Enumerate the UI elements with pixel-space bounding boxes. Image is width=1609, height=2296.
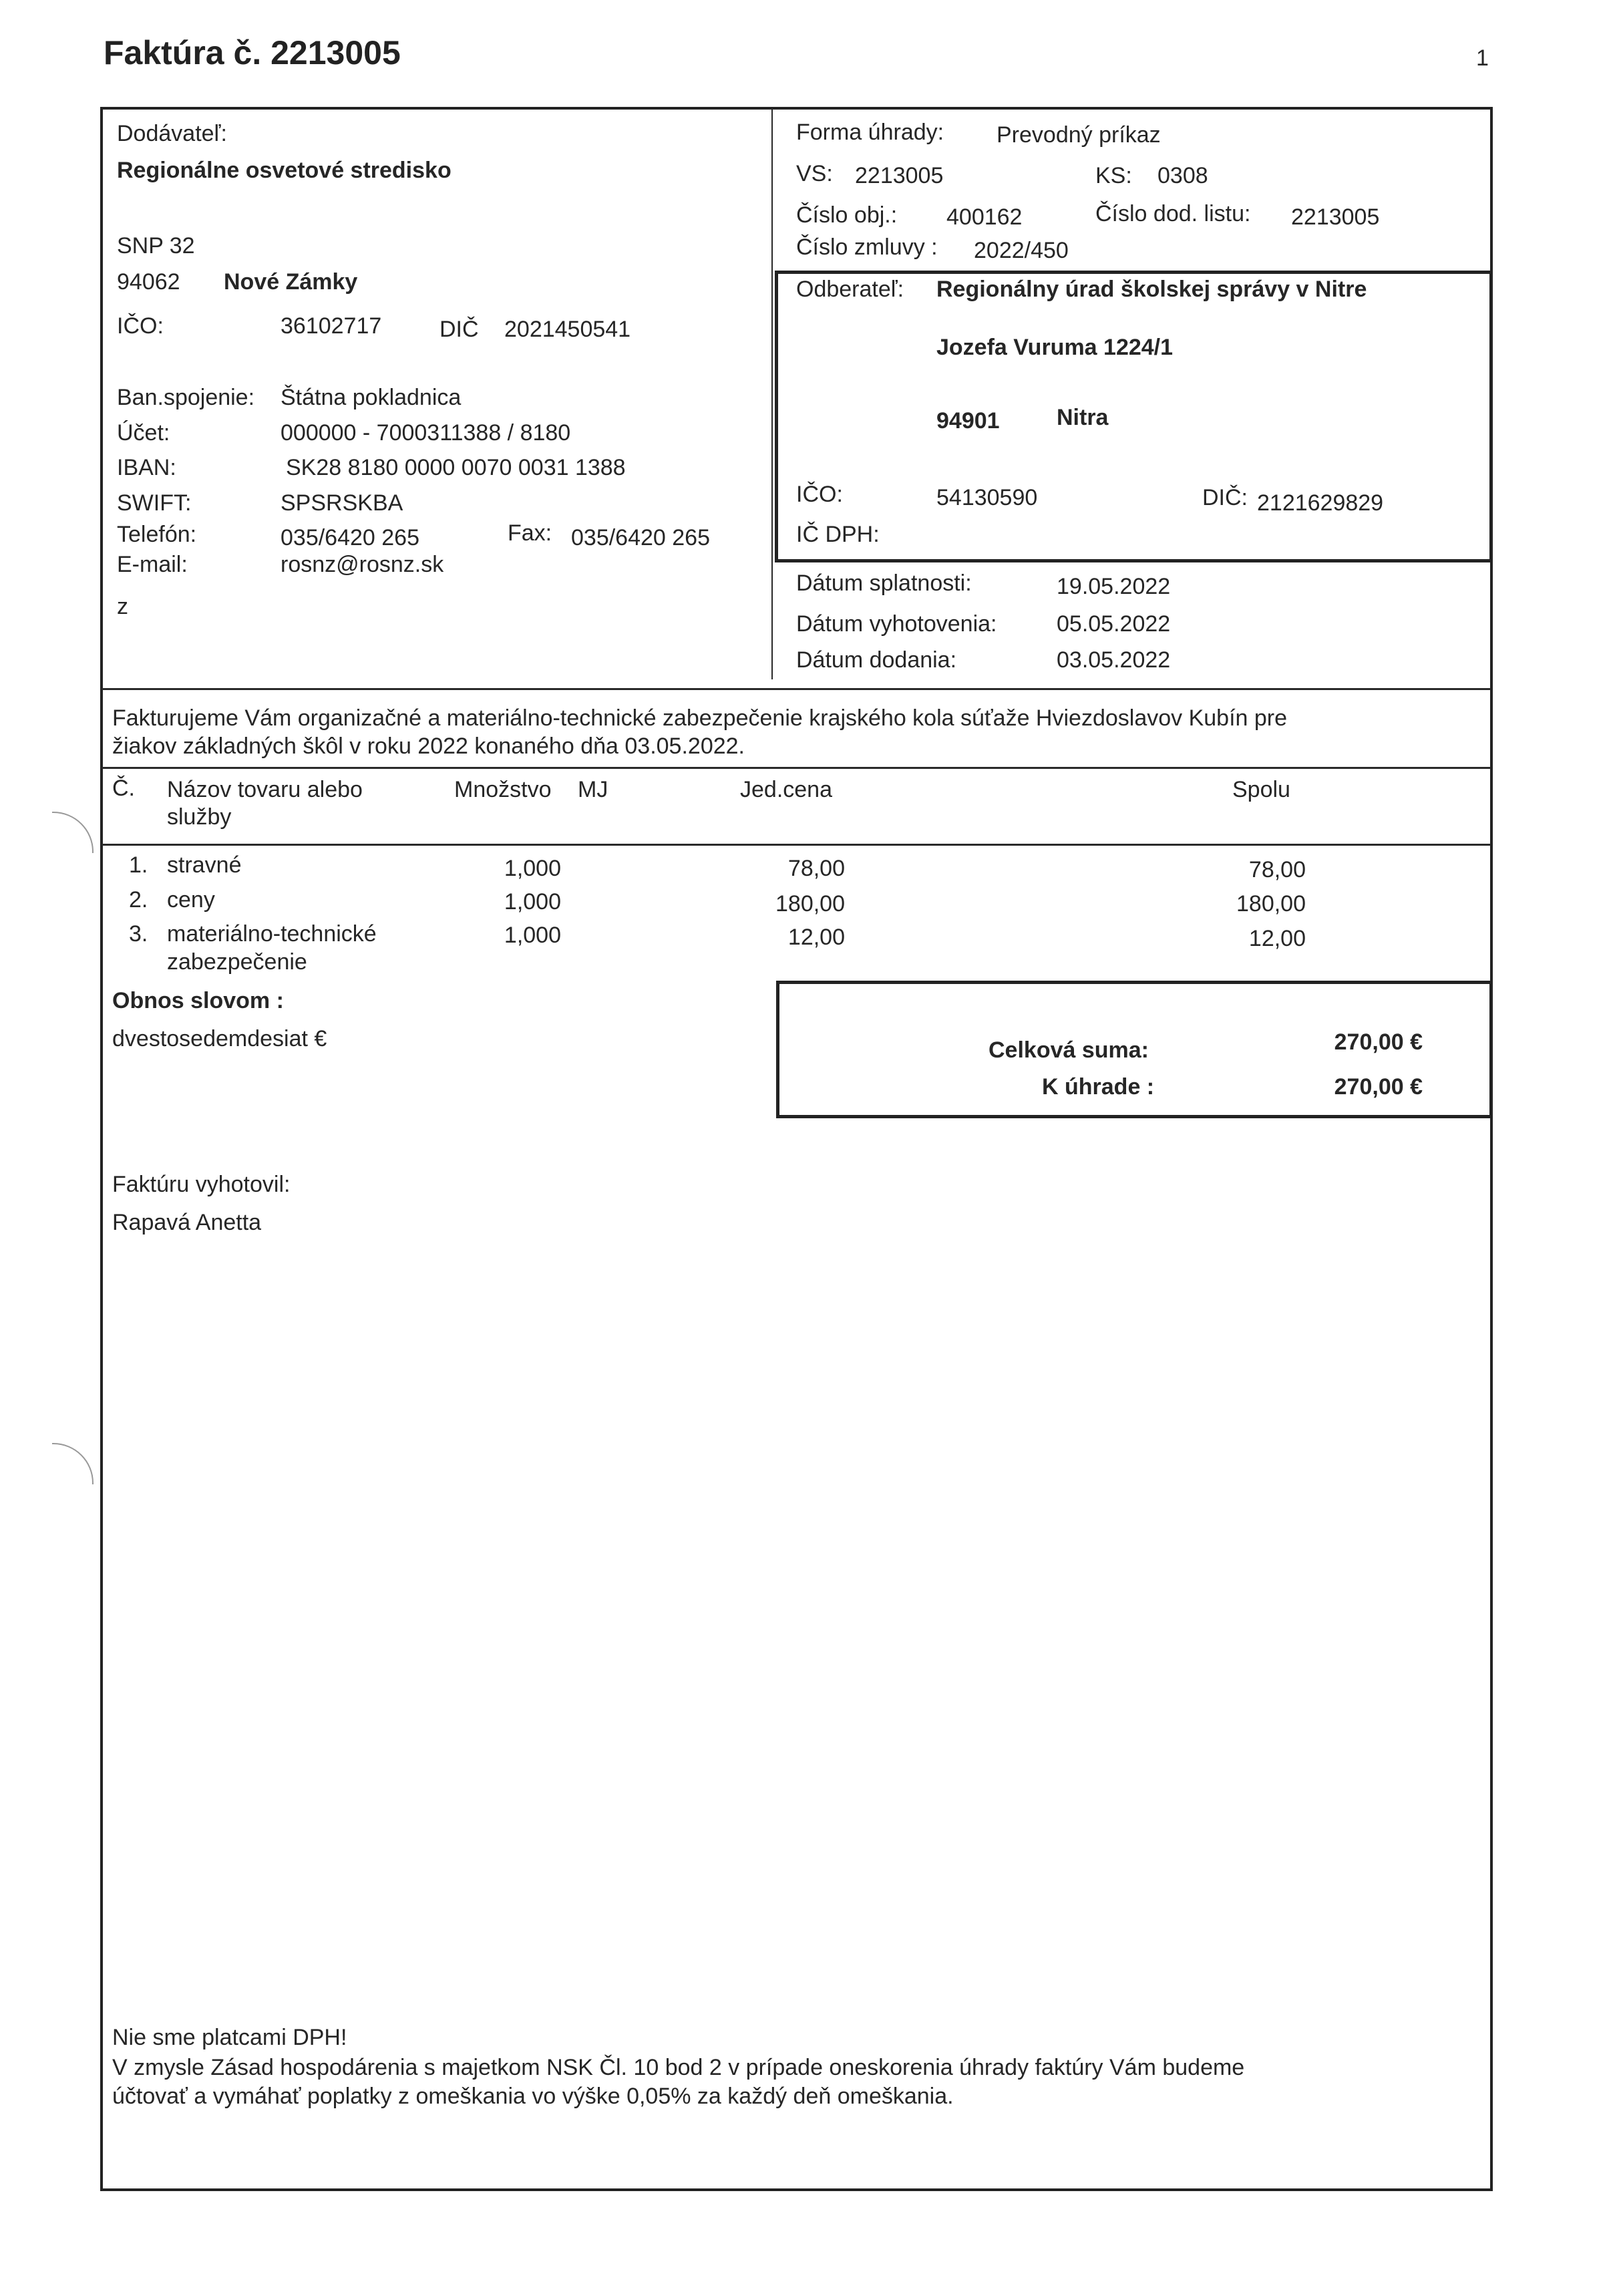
row-qty: 1,000: [504, 889, 561, 915]
col-header-qty: Množstvo: [454, 777, 552, 802]
row-total: 12,00: [1248, 926, 1306, 951]
customer-name: Regionálny úrad školskej správy v Nitre: [936, 277, 1367, 302]
col-header-no: Č.: [112, 776, 135, 801]
col-header-unit-price: Jed.cena: [740, 777, 832, 802]
fax-value: 035/6420 265: [571, 525, 710, 550]
phone-label: Telefón:: [117, 522, 197, 547]
row-total: 180,00: [1236, 891, 1306, 917]
bank-value: Štátna pokladnica: [281, 385, 462, 410]
issuer-name: Rapavá Anetta: [112, 1210, 262, 1235]
email-label: E-mail:: [117, 552, 188, 577]
swift-value: SPSRSKBA: [281, 490, 403, 516]
col-header-unit: MJ: [578, 777, 608, 802]
row-no: 3.: [129, 921, 148, 947]
delivery-date: 03.05.2022: [1057, 647, 1171, 673]
description-line1: Fakturujeme Vám organizačné a materiálno-technické zabezpečenie krajského kola súťaže Hviezdoslavov Kubín pre: [112, 705, 1288, 731]
contract-label: Číslo zmluvy :: [796, 234, 938, 260]
row-name: ceny: [167, 887, 215, 913]
customer-street: Jozefa Vuruma 1224/1: [936, 335, 1174, 360]
supplier-dic-label: DIČ: [439, 317, 479, 342]
row-no: 2.: [129, 887, 148, 913]
issued-date: 05.05.2022: [1057, 611, 1171, 637]
issuer-label: Faktúru vyhotovil:: [112, 1172, 291, 1197]
row-name: materiálno-technické: [167, 921, 377, 947]
customer-icdph-label: IČ DPH:: [796, 522, 880, 547]
delivery-note-label: Číslo dod. listu:: [1095, 201, 1251, 226]
punch-hole-mark: [52, 1443, 94, 1484]
order-value: 400162: [946, 204, 1023, 230]
divider-line: [102, 688, 1491, 690]
customer-zip: 94901: [936, 408, 1000, 434]
customer-ico: 54130590: [936, 485, 1038, 510]
divider-line: [102, 844, 1491, 846]
account-value: 000000 - 7000311388 / 8180: [281, 420, 571, 446]
supplier-name: Regionálne osvetové stredisko: [117, 158, 452, 183]
payment-method-label: Forma úhrady:: [796, 120, 944, 145]
row-qty: 1,000: [504, 923, 561, 948]
amount-due-value: 270,00 €: [1334, 1074, 1423, 1100]
supplier-ico: 36102717: [281, 313, 382, 339]
row-unit-price: 12,00: [787, 925, 845, 950]
late-fee-note-line2: účtovať a vymáhať poplatky z omeškania vo výške 0,05% za každý deň omeškania.: [112, 2084, 954, 2109]
ks-label: KS:: [1095, 163, 1132, 188]
vat-note: Nie sme platcami DPH!: [112, 2025, 347, 2050]
col-header-name-2: služby: [167, 804, 232, 830]
email-value: rosnz@rosnz.sk: [281, 552, 444, 577]
col-header-name: Názov tovaru alebo: [167, 777, 363, 802]
row-total: 78,00: [1248, 857, 1306, 882]
issued-date-label: Dátum vyhotovenia:: [796, 611, 997, 637]
iban-value: SK28 8180 0000 0070 0031 1388: [286, 455, 626, 480]
customer-label: Odberateľ:: [796, 277, 904, 302]
contract-value: 2022/450: [974, 238, 1069, 263]
total-sum-value: 270,00 €: [1334, 1029, 1423, 1055]
supplier-dic: 2021450541: [504, 317, 631, 342]
row-unit-price: 78,00: [787, 856, 845, 881]
amount-words-label: Obnos slovom :: [112, 988, 284, 1013]
bank-label: Ban.spojenie:: [117, 385, 255, 410]
divider-line: [102, 767, 1491, 769]
vs-label: VS:: [796, 161, 833, 186]
iban-label: IBAN:: [117, 455, 176, 480]
due-date: 19.05.2022: [1057, 574, 1171, 599]
account-label: Účet:: [117, 420, 170, 446]
amount-due-label: K úhrade :: [1042, 1074, 1155, 1100]
punch-hole-mark: [52, 812, 94, 853]
row-name: stravné: [167, 852, 242, 878]
supplier-ico-label: IČO:: [117, 313, 164, 339]
row-qty: 1,000: [504, 856, 561, 881]
invoice-title: Faktúra č. 2213005: [104, 34, 401, 71]
page-number: 1: [1476, 45, 1489, 71]
phone-value: 035/6420 265: [281, 525, 419, 550]
supplier-note: z: [117, 594, 128, 619]
supplier-city: Nové Zámky: [224, 269, 358, 295]
vs-value: 2213005: [855, 163, 944, 188]
payment-method: Prevodný príkaz: [997, 122, 1161, 148]
order-label: Číslo obj.:: [796, 202, 898, 228]
customer-box: [775, 271, 1493, 562]
late-fee-note-line1: V zmysle Zásad hospodárenia s majetkom NSK Čl. 10 bod 2 v prípade oneskorenia úhrady faktúry Vám budeme: [112, 2055, 1245, 2080]
fax-label: Fax:: [508, 520, 552, 546]
row-unit-price: 180,00: [775, 891, 845, 917]
customer-dic-label: DIČ:: [1202, 485, 1248, 510]
row-no: 1.: [129, 852, 148, 878]
description-line2: žiakov základných škôl v roku 2022 konaného dňa 03.05.2022.: [112, 733, 745, 759]
customer-city: Nitra: [1057, 405, 1109, 430]
amount-words-value: dvestosedemdesiat €: [112, 1026, 327, 1051]
due-date-label: Dátum splatnosti:: [796, 570, 972, 596]
col-header-total: Spolu: [1232, 777, 1290, 802]
column-divider: [771, 108, 773, 679]
customer-ico-label: IČO:: [796, 482, 843, 507]
customer-dic: 2121629829: [1257, 490, 1384, 516]
total-sum-label: Celková suma:: [989, 1037, 1149, 1063]
delivery-date-label: Dátum dodania:: [796, 647, 957, 673]
delivery-note-value: 2213005: [1291, 204, 1380, 230]
supplier-street: SNP 32: [117, 233, 195, 259]
ks-value: 0308: [1157, 163, 1208, 188]
supplier-zip: 94062: [117, 269, 180, 295]
supplier-label: Dodávateľ:: [117, 121, 227, 146]
row-name-2: zabezpečenie: [167, 949, 307, 975]
swift-label: SWIFT:: [117, 490, 192, 516]
